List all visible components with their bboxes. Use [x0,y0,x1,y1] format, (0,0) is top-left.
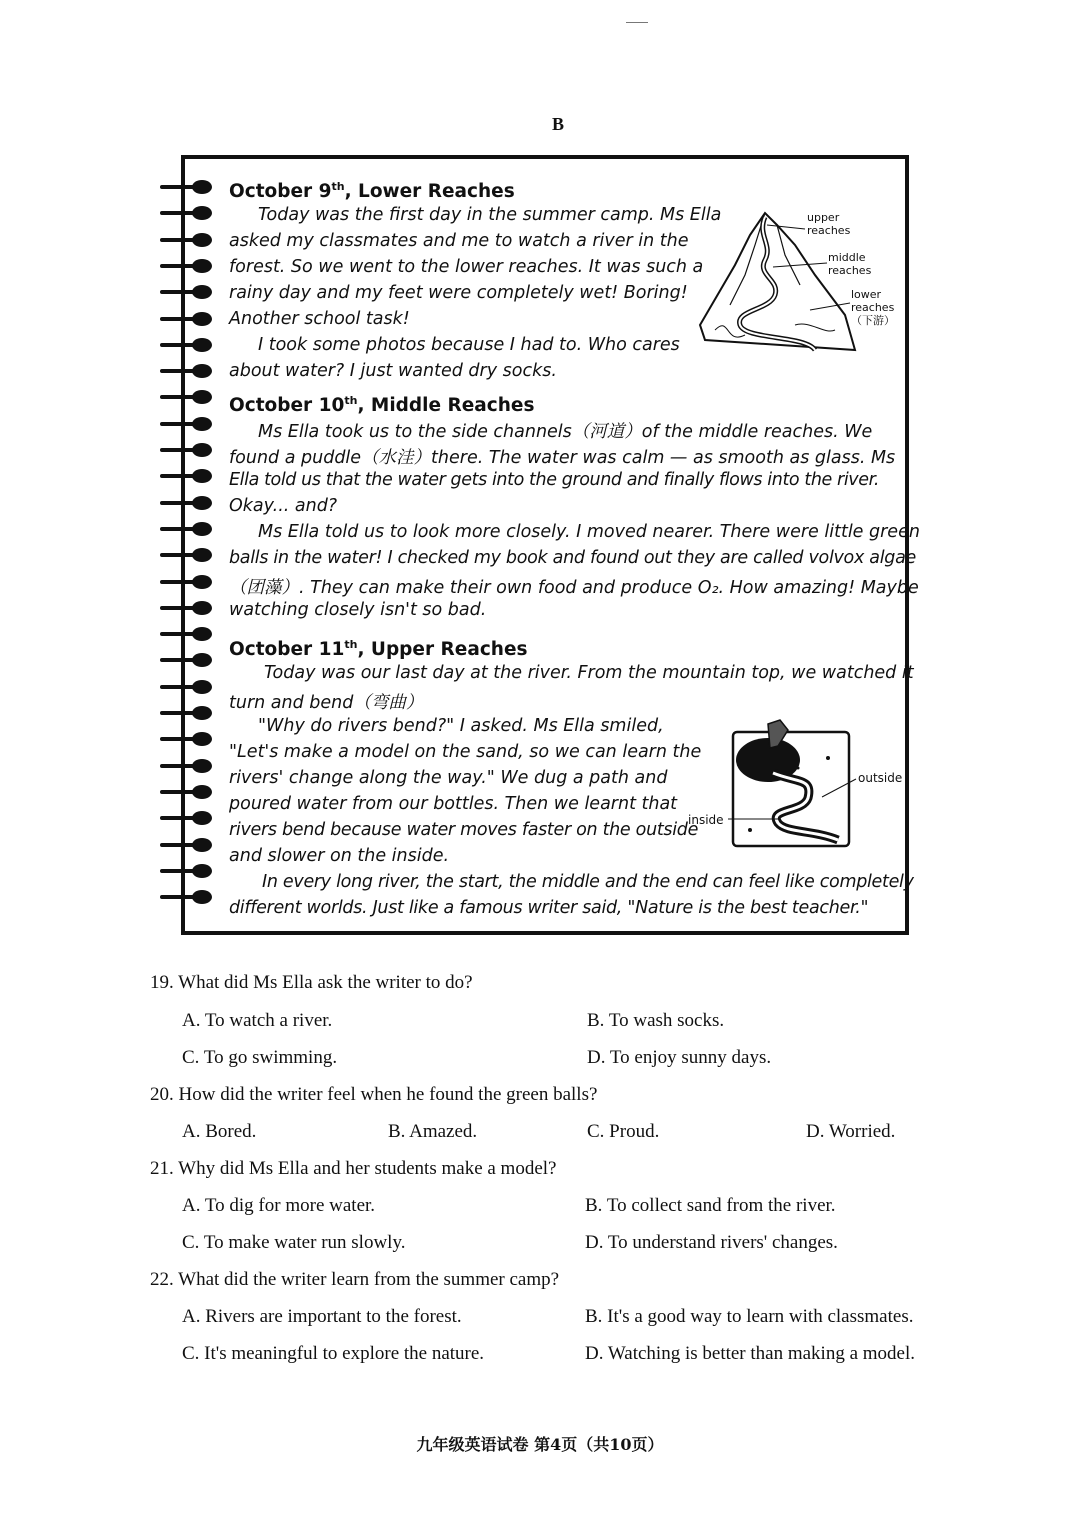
spiral-ring [158,417,214,431]
outside-label: outside [858,771,903,785]
option-22-d[interactable]: D. Watching is better than making a model. [585,1343,916,1364]
text-line: （团藻）. They can make their own food and produce O₂. How amazing! Maybe [229,578,919,598]
option-22-a[interactable]: A. Rivers are important to the forest. [182,1306,462,1327]
text-line: balls in the water! I checked my book and found out they are called volvox algae [229,548,916,568]
spiral-ring [158,285,214,299]
spiral-ring [158,732,214,746]
text-line: Ms Ella took us to the side channels（河道）of the middle reaches. We [258,422,873,442]
spiral-ring [158,811,214,825]
text-line: rivers bend because water moves faster on the outside [229,820,699,840]
option-19-b[interactable]: B. To wash socks. [587,1010,725,1031]
text-line: different worlds. Just like a famous writer said, "Nature is the best teacher." [229,898,869,918]
text-line: and slower on the inside. [229,846,450,866]
text-line: I took some photos because I had to. Who cares [258,335,680,355]
inside-label: inside [688,813,724,827]
text-line: rainy day and my feet were completely wet! Boring! [229,283,688,303]
spiral-ring [158,233,214,247]
text-line: "Why do rivers bend?" I asked. Ms Ella smiled, [258,716,664,736]
option-21-c[interactable]: C. To make water run slowly. [182,1232,406,1253]
option-20-a[interactable]: A. Bored. [182,1121,257,1142]
entry-2-heading: October 10th, Middle Reaches [229,394,535,417]
option-22-c[interactable]: C. It's meaningful to explore the nature. [182,1343,485,1364]
spiral-ring [158,627,214,641]
spiral-ring [158,469,214,483]
spiral-ring [158,680,214,694]
spiral-ring [158,785,214,799]
river-reaches-illustration [695,205,895,355]
question-19: 19. What did Ms Ella ask the writer to do? [150,972,473,993]
spiral-ring [158,759,214,773]
option-19-d[interactable]: D. To enjoy sunny days. [587,1047,772,1068]
option-20-b[interactable]: B. Amazed. [388,1121,478,1142]
spiral-ring [158,864,214,878]
text-line: found a puddle（水洼）there. The water was calm — as smooth as glass. Ms [229,448,896,468]
spiral-ring [158,890,214,904]
text-line: turn and bend（弯曲） [229,693,424,713]
text-line: asked my classmates and me to watch a river in the [229,231,689,251]
spiral-ring [158,575,214,589]
option-20-d[interactable]: D. Worried. [806,1121,896,1142]
question-22: 22. What did the writer learn from the summer camp? [150,1269,560,1290]
upper-reaches-label: upper reaches [807,211,851,237]
spiral-ring [158,653,214,667]
text-line: Today was the first day in the summer camp. Ms Ella [258,205,722,225]
option-22-b[interactable]: B. It's a good way to learn with classmates. [585,1306,914,1327]
spiral-ring [158,443,214,457]
spiral-ring [158,548,214,562]
spiral-ring [158,601,214,615]
spiral-ring [158,364,214,378]
text-line: rivers' change along the way." We dug a path and [229,768,668,788]
spiral-ring [158,706,214,720]
middle-reaches-label: middle reaches [828,251,872,277]
spiral-ring [158,312,214,326]
text-line: Ella told us that the water gets into the ground and finally flows into the river. [229,470,879,490]
spiral-ring [158,838,214,852]
section-letter: B [551,114,564,134]
page-top-mark [626,22,648,23]
option-21-d[interactable]: D. To understand rivers' changes. [585,1232,838,1253]
option-21-a[interactable]: A. To dig for more water. [182,1195,376,1216]
text-line: In every long river, the start, the middle and the end can feel like completely [262,872,914,892]
text-line: Another school task! [229,309,410,329]
question-21: 21. Why did Ms Ella and her students make a model? [150,1158,557,1179]
text-line: Ms Ella told us to look more closely. I moved nearer. There were little green [258,522,920,542]
question-20: 20. How did the writer feel when he found the green balls? [150,1084,598,1105]
option-20-c[interactable]: C. Proud. [587,1121,660,1142]
page-footer: 九年级英语试卷 第4页（共10页） [416,1435,664,1454]
text-line: poured water from our bottles. Then we learnt that [229,794,678,814]
text-line: Okay... and? [229,496,338,516]
spiral-ring [158,390,214,404]
entry-1-heading: October 9th, Lower Reaches [229,180,515,203]
spiral-ring [158,496,214,510]
text-line: "Let's make a model on the sand, so we can learn the [229,742,702,762]
spiral-ring [158,338,214,352]
text-line: watching closely isn't so bad. [229,600,487,620]
text-line: Today was our last day at the river. From the mountain top, we watched it [264,663,914,683]
spiral-ring [158,522,214,536]
entry-3-heading: October 11th, Upper Reaches [229,638,528,661]
text-line: about water? I just wanted dry socks. [229,361,557,381]
spiral-ring [158,180,214,194]
spiral-ring [158,259,214,273]
spiral-binding [158,180,218,920]
spiral-ring [158,206,214,220]
option-19-c[interactable]: C. To go swimming. [182,1047,338,1068]
option-19-a[interactable]: A. To watch a river. [182,1010,333,1031]
label-leader-lines [720,775,860,835]
option-21-b[interactable]: B. To collect sand from the river. [585,1195,836,1216]
text-line: forest. So we went to the lower reaches. It was such a [229,257,704,277]
lower-reaches-label: lower reaches （下游） [851,288,895,327]
